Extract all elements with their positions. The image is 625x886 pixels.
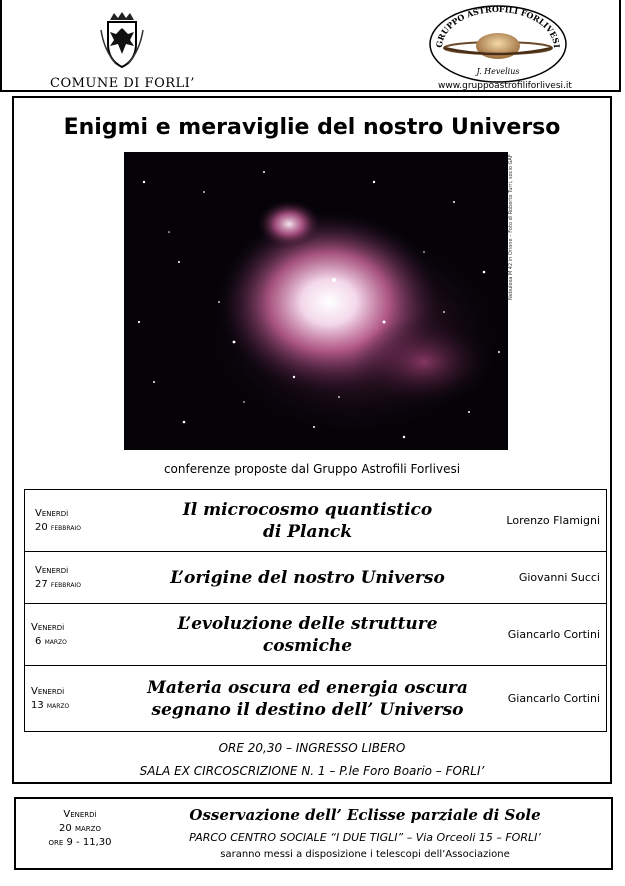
event-date-number: 13 <box>31 699 44 711</box>
events-table <box>24 489 607 732</box>
eclipse-time: ore 9 - 11,30 <box>48 837 112 848</box>
event-title-line1: L’origine del nostro Universo <box>170 567 445 588</box>
eclipse-note: saranno messi a disposizione i telescopi dell’Associazione <box>220 849 510 860</box>
event-day: Venerdì <box>31 685 65 697</box>
venue: SALA EX CIRCOSCRIZIONE N. 1 – P.le Foro Boario – FORLI’ <box>139 764 485 778</box>
poster-title: Enigmi e meraviglie del nostro Universo <box>63 115 561 140</box>
event-speaker: Lorenzo Flamigni <box>506 514 600 527</box>
eclipse-place: PARCO CENTRO SOCIALE “I DUE TIGLI” – Via Orceoli 15 – FORLI’ <box>189 831 541 844</box>
astronomy-club-logo <box>428 4 568 84</box>
event-date-month: febbraio <box>50 522 81 533</box>
event-date-number: 27 <box>35 578 48 590</box>
event-row <box>25 666 607 732</box>
photo-credit: Nebulosa M 42 in Orione – Foto di Roberto Turri, socio GAF <box>508 154 514 300</box>
club-logo-arc-text: GRUPPO ASTROFILI FORLIVESI <box>433 4 563 49</box>
event-speaker: Giancarlo Cortini <box>507 692 600 705</box>
city-coat-of-arms <box>98 10 146 70</box>
eclipse-title: Osservazione dell’ Eclisse parziale di Sole <box>189 806 541 824</box>
event-title-line1: Il microcosmo quantistico <box>182 499 433 520</box>
time-and-entry: ORE 20,30 – INGRESSO LIBERO <box>218 741 406 755</box>
event-row <box>25 604 607 666</box>
eclipse-date-block <box>30 808 130 850</box>
event-day: Venerdì <box>31 621 65 633</box>
event-date-number: 6 <box>35 635 42 647</box>
event-title-line1: Materia oscura ed energia oscura <box>147 677 468 698</box>
event-date-month: febbraio <box>50 579 81 590</box>
municipality-name: COMUNE DI FORLI’ <box>50 76 195 91</box>
event-date-month: marzo <box>46 700 70 711</box>
poster-subtitle: conferenze proposte dal Gruppo Astrofili Forlivesi <box>163 462 461 476</box>
event-speaker: Giovanni Succi <box>518 571 600 584</box>
event-date-month: marzo <box>44 636 67 647</box>
event-day: Venerdì <box>35 564 69 576</box>
club-logo-signature: J. Hevelius <box>476 67 520 76</box>
event-title-line2: di Planck <box>262 521 352 542</box>
event-speaker: Giancarlo Cortini <box>507 628 600 641</box>
event-title-line2: cosmiche <box>262 635 353 656</box>
club-website: www.gruppoastrofiliforlivesi.it <box>438 81 572 91</box>
event-title-line1: L’evoluzione delle strutture <box>177 613 438 634</box>
event-day: Venerdì <box>35 507 69 519</box>
eclipse-day: Venerdì <box>63 809 97 820</box>
event-title-line2: segnano il destino dell’ Universo <box>151 699 464 720</box>
event-row <box>25 552 607 604</box>
eclipse-date: 20 marzo <box>59 823 101 834</box>
event-row <box>25 490 607 552</box>
orion-nebula-photo <box>124 152 508 450</box>
event-date-number: 20 <box>35 521 48 533</box>
